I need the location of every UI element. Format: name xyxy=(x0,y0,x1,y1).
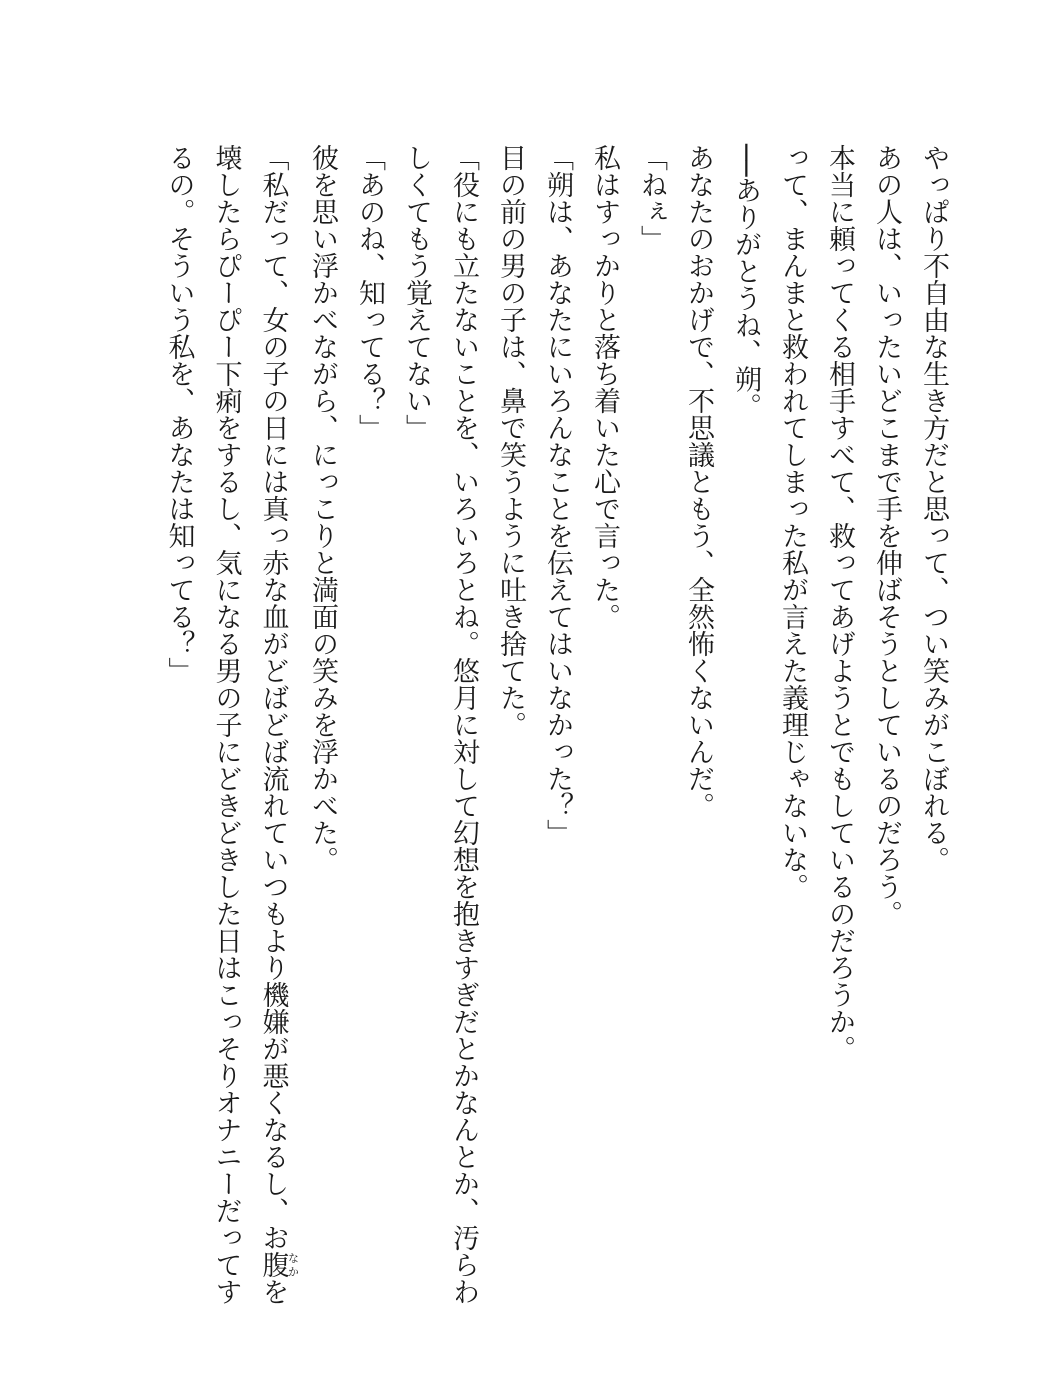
text-line: るの。そういう私を、あなたは知ってる？」 xyxy=(163,144,195,684)
text-line: 本当に頼ってくる相手すべて、救ってあげようとでもしているのだろうか。 xyxy=(824,144,855,1062)
text-line: 「役にも立たないことを、いろいろとね。悠月に対して幻想を抱きすぎだとかなんとか、汚らわ xyxy=(448,144,479,1305)
text-line: 「あのね、知ってる？」 xyxy=(354,144,385,441)
vertical-text-body xyxy=(156,144,958,1304)
ruby-base: 腹 xyxy=(257,1251,289,1278)
text-line: 私はすっかりと落ち着いた心で言った。 xyxy=(589,144,620,630)
text-line: って、まんまと救われてしまった私が言えた義理じゃないな。 xyxy=(777,144,808,900)
text-line: ──ありがとうね、朔。 xyxy=(730,144,761,420)
text-line: 目の前の男の子は、鼻で笑うように吐き捨てた。 xyxy=(495,144,526,738)
text-line: 「私だって、女の子の日には真っ赤な血がどばどば流れていつもより機嫌が悪くなるし、お xyxy=(257,144,289,1251)
text-line: 壊したらぴーぴー下痢をするし、気になる男の子にどきどきした日はこっそりオナニーだってす xyxy=(210,144,242,1305)
ruby-trailing-text: を xyxy=(257,1278,289,1305)
text-line: やっぱり不自由な生き方だと思って、つい笑みがこぼれる。 xyxy=(918,144,949,873)
text-line: 「ねぇ」 xyxy=(636,144,667,252)
text-line: あの人は、いったいどこまで手を伸ばそうとしているのだろう。 xyxy=(871,144,902,927)
text-line: 彼を思い浮かべながら、にっこりと満面の笑みを浮かべた。 xyxy=(307,144,338,873)
text-line: しくてもう覚えてない」 xyxy=(401,144,432,441)
text-line-with-ruby xyxy=(250,144,300,1304)
ruby-annotation xyxy=(257,1251,300,1278)
text-line: あなたのおかげで、不思議ともう、全然怖くないんだ。 xyxy=(683,144,714,819)
ruby-reading: なか xyxy=(286,1251,300,1278)
text-line: 「朔は、あなたにいろんなことを伝えてはいなかった？」 xyxy=(542,144,573,846)
